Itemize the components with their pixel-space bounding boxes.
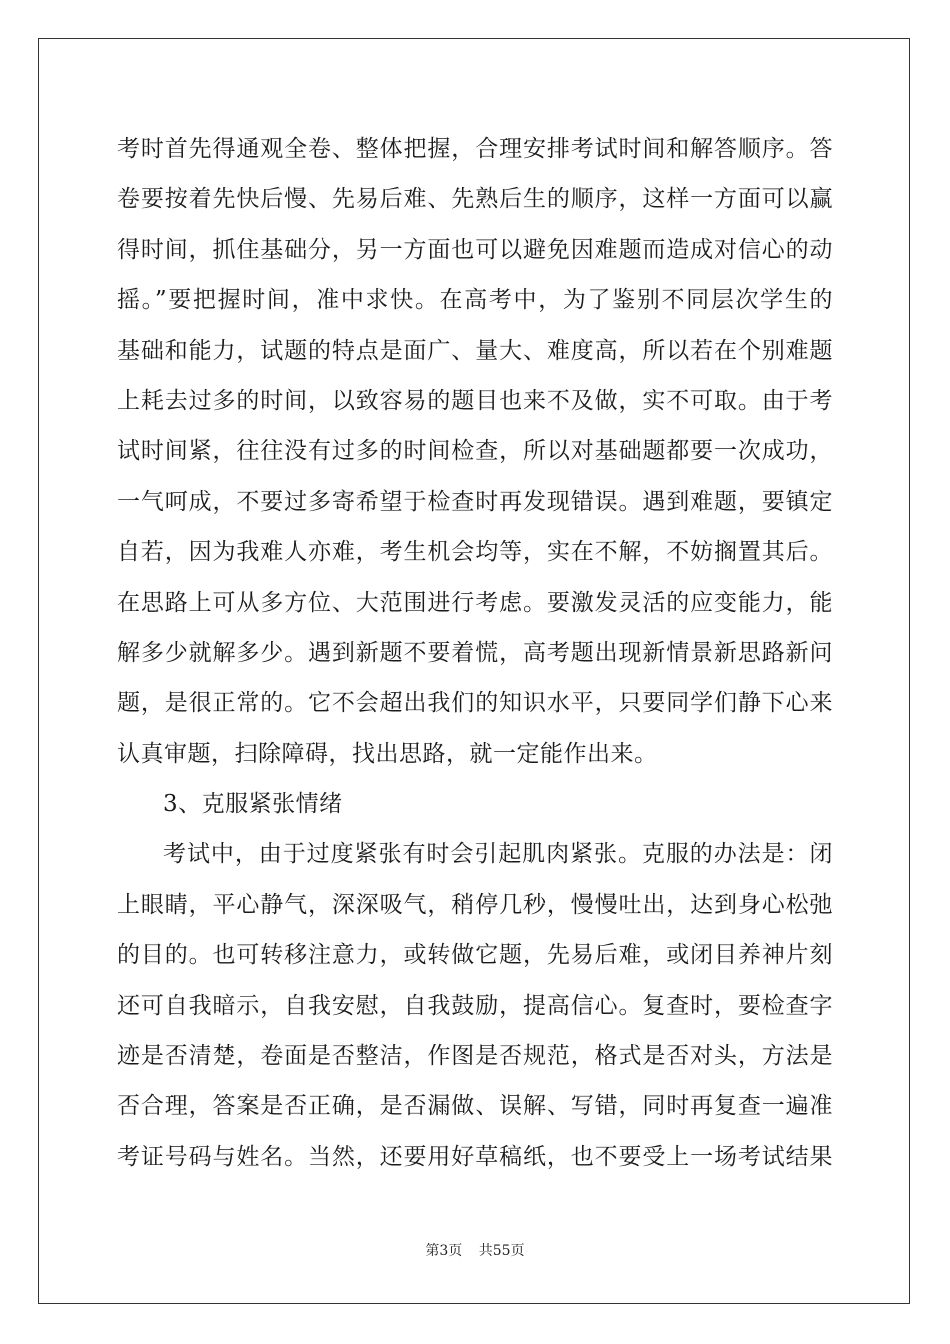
page-total: 共55页 xyxy=(478,1243,525,1259)
text-line: 题，是很正常的。它不会超出我们的知识水平，只要同学们静下心来 xyxy=(117,690,833,717)
text-line: 认真审题，扫除障碍，找出思路，就一定能作出来。 xyxy=(117,740,658,767)
text-line: 在思路上可从多方位、大范围进行考虑。要激发灵活的应变能力，能 xyxy=(117,589,833,616)
text-line: 的目的。也可转移注意力，或转做它题，先易后难，或闭目养神片刻 xyxy=(117,942,833,969)
text-line: 试时间紧，往往没有过多的时间检查，所以对基础题都要一次成功， xyxy=(117,438,833,465)
text-line: 一气呵成，不要过多寄希望于检查时再发现错误。遇到难题，要镇定 xyxy=(117,488,833,515)
document-body xyxy=(117,124,833,1182)
text-line: 上耗去过多的时间，以致容易的题目也来不及做，实不可取。由于考 xyxy=(117,387,833,414)
text-line: 自若，因为我难人亦难，考生机会均等，实在不解，不妨搁置其后。 xyxy=(117,539,833,566)
text-line: 考证号码与姓名。当然，还要用好草稿纸，也不要受上一场考试结果 xyxy=(117,1143,833,1170)
text-line: 还可自我暗示，自我安慰，自我鼓励，提高信心。复查时，要检查字 xyxy=(117,992,833,1019)
text-line: 得时间，抓住基础分，另一方面也可以避免因难题而造成对信心的动 xyxy=(117,236,833,263)
text-line: 否合理，答案是否正确，是否漏做、误解、写错，同时再复查一遍准 xyxy=(117,1093,833,1120)
text-line: 迹是否清楚，卷面是否整洁，作图是否规范，格式是否对头，方法是 xyxy=(117,1043,833,1070)
text-line: 考试中，由于过度紧张有时会引起肌肉紧张。克服的办法是：闭 xyxy=(163,841,833,868)
page-number: 第3页 xyxy=(425,1243,463,1259)
page-footer xyxy=(0,1240,950,1260)
text-line: 基础和能力，试题的特点是面广、量大、难度高，所以若在个别难题 xyxy=(117,337,833,364)
text-line: 解多少就解多少。遇到新题不要着慌，高考题出现新情景新思路新问 xyxy=(117,639,833,666)
text-line: 摇。”要把握时间，准中求快。在高考中，为了鉴别不同层次学生的 xyxy=(117,287,833,314)
text-line: 考时首先得通观全卷、整体把握，合理安排考试时间和解答顺序。答 xyxy=(117,136,833,162)
text-line: 上眼睛，平心静气，深深吸气，稍停几秒，慢慢吐出，达到身心松弛 xyxy=(117,891,833,918)
text-line: 卷要按着先快后慢、先易后难、先熟后生的顺序，这样一方面可以赢 xyxy=(117,186,833,213)
text-line: 3、克服紧张情绪 xyxy=(163,791,343,818)
